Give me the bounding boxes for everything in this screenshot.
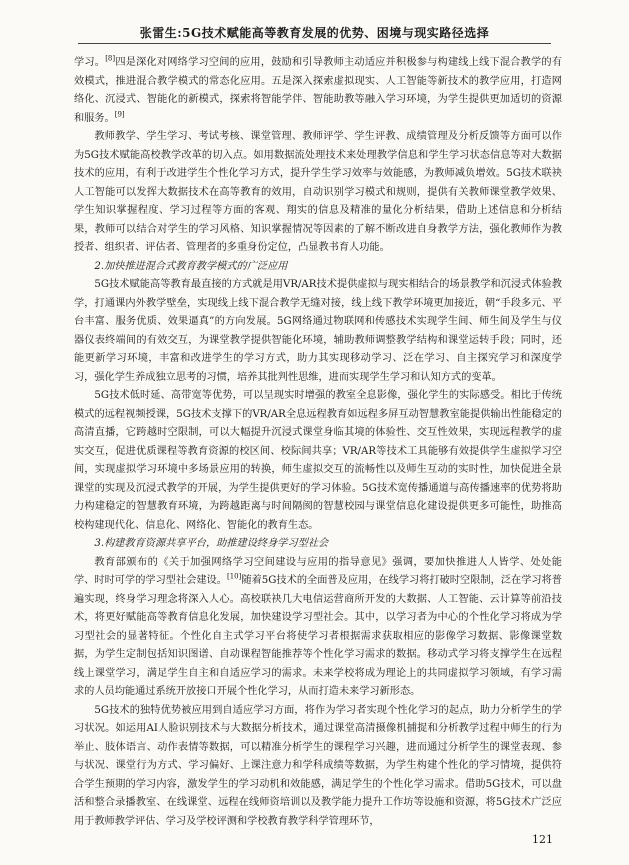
running-header: 张雷生:5G技术赋能高等教育发展的优势、困境与现实路径选择 xyxy=(139,26,490,40)
paragraph-1: 学习。[8]四是深化对网络学习空间的应用，鼓励和引导教师主动适应并积极参与构建线上线下混合教学的有效模式，推进混合教学模式的常态化应用。五是深入探索虚拟现实、人工智能等新技术的教学应用，打造网络化、沉浸式、智能化的新模式，探索将智能学伴、智能助教等融入学习环境，为学生提供更加适切的资源和服务。[9] xyxy=(74,54,563,124)
paragraph-3: 5G技术赋能高等教育最直接的方式就是用VR/AR技术提供虚拟与现实相结合的场景教学和沉浸式体验教学，打通课内外教学壁垒，实现线上线下混合教学无缝对接，线上线下教学环境更加接近，朝“手段多元、平台丰富、服务优质、效果逼真”的方向发展。5G网络通过物联网和传感技术实现学生间、师生间及学生与仪器仪表终端间的有效交互，为课堂教学提供智能化环境，辅助教师调整教学结构和课堂运转手段；同时，还能更新学习环境，丰富和改进学生的学习方式，助力其实现移动学习、泛在学习、自主探究学习和深度学习，强化学生养成独立思考的习惯，培养其批判性思维，进而实现学生学习和认知方式的变革。 xyxy=(74,279,562,383)
paragraph-5: 教育部颁布的《关于加强网络学习空间建设与应用的指导意见》强调，要加快推进人人皆学、处处能学、时时可学的学习型社会建设。[10]随着5G技术的全面普及应用，在线学习将打破时空限制，泛在学习将普遍实现，终身学习理念将深入人心。高校联袂几大电信运营商所开发的大数据、人工智能、云计算等前沿技术，将更好赋能高等教育信息化发展，加快建设学习型社会。其中，以学习者为中心的个性化学习将成为学习型社会的显著特征。个性化自主式学习平台将使学习者根据需求获取相应的影像学习数据、影像课堂数据，为学生定制包括知识图谱、自动课程智能推荐等个性化学习需求的数据。移动式学习将支撑学生在远程线上课堂学习，满足学生自主和自适应学习的需求。未来学校将成为理论上的共同虚拟学习领域，有学习需求的人员均能通过系统开放接口开展个性化学习，从而打造未来学习新形态。 xyxy=(74,556,562,697)
section-heading-2: 2.加快推进混合式教育教学模式的广泛应用 xyxy=(94,260,288,272)
citation-ref: [8] xyxy=(105,54,116,63)
section-heading-3: 3.构建教育资源共享平台，助推建设终身学习型社会 xyxy=(94,538,329,549)
citation-ref: [9] xyxy=(114,110,125,119)
paragraph-4: 5G技术低时延、高带宽等优势，可以呈现实时增强的教室全息影像，强化学生的实际感受。相比于传统模式的远程视频授课，5G技术支撑下的VR/AR全息远程教育如远程多屏互动智慧教室能提供输出性能稳定的高清直播，它跨越时空限制，可以大幅提升沉浸式课堂身临其境的体验性、交互性效果，实现远程教学的虚实交互，促进优质课程等教育资源的校区间、校际间共享；VR/AR等技术工具能够有效提供学生虚拟学习空间，实现虚拟学习环境中多场景应用的转换，师生虚拟交互的流畅性以及师生互动的实时性，加快促进全景课堂的实现及沉浸式教学的开展，为学生提供更好的学习体验。5G技术宽传播通道与高传播速率的优势将助力构建稳定的智慧教育环境，为跨越距离与时间隔阂的智慧校园与课堂信息化建设提供更多可能性，助推高校构建现代化、信息化、网络化、智能化的教育生态。 xyxy=(74,390,562,531)
page-number: 121 xyxy=(532,833,553,846)
paragraph-2: 教师教学、学生学习、考试考核、课堂管理、教师评学、学生评教、成绩管理及分析反馈等方面可以作为5G技术赋能高校教学改革的切入点。如用数据流处理技术来处理教学信息和学生学习状态信息等对大数据技术的应用，有利于改进学生个性化学习方式，提升学生学习效率与效能感，为教师减负增效。5G技术联袂人工智能可以发挥大数据技术在高等教育的效用，自动识别学习模式和规则，提供有关教师课堂教学效果、学生知识掌握程度、学习过程等方面的客观、翔实的信息及精准的量化分析结果，借助上述信息和分析结果，教师可以结合对学生的学习风格、知识掌握情况等因素的了解不断改进自身教学方法，强化教师作为教授者、组织者、评估者、管理者的多重身份定位，凸显教书育人功能。 xyxy=(74,131,562,253)
citation-ref: [10] xyxy=(227,572,242,581)
header-rule xyxy=(78,43,551,44)
paragraph-6: 5G技术的独特优势被应用到自适应学习方面，将作为学习者实现个性化学习的起点，助力分析学生的学习状况。如运用AI人脸识别技术与大数据分析技术，通过课堂高清摄像机捕捉和分析教学过程中师生的行为举止、肢体语言、动作表情等数据，可以精准分析学生的课程学习兴趣，进而通过分析学生的课堂表现、参与状况、课堂行为方式、学习偏好、上课注意力和学科成绩等数据，为学生构建个性化的学习情境，提供符合学生预期的学习内容，激发学生的学习动机和效能感，满足学生的个性化学习需求。借助5G技术，可以盘活和整合录播教室、在线课堂、远程在线师资培训以及教学能力提升工作坊等设施和资源，将5G技术广泛应用于教师教学评估、学习及学校评测和学校教育教学科学管理环节， xyxy=(74,704,562,827)
body-text xyxy=(74,54,562,831)
